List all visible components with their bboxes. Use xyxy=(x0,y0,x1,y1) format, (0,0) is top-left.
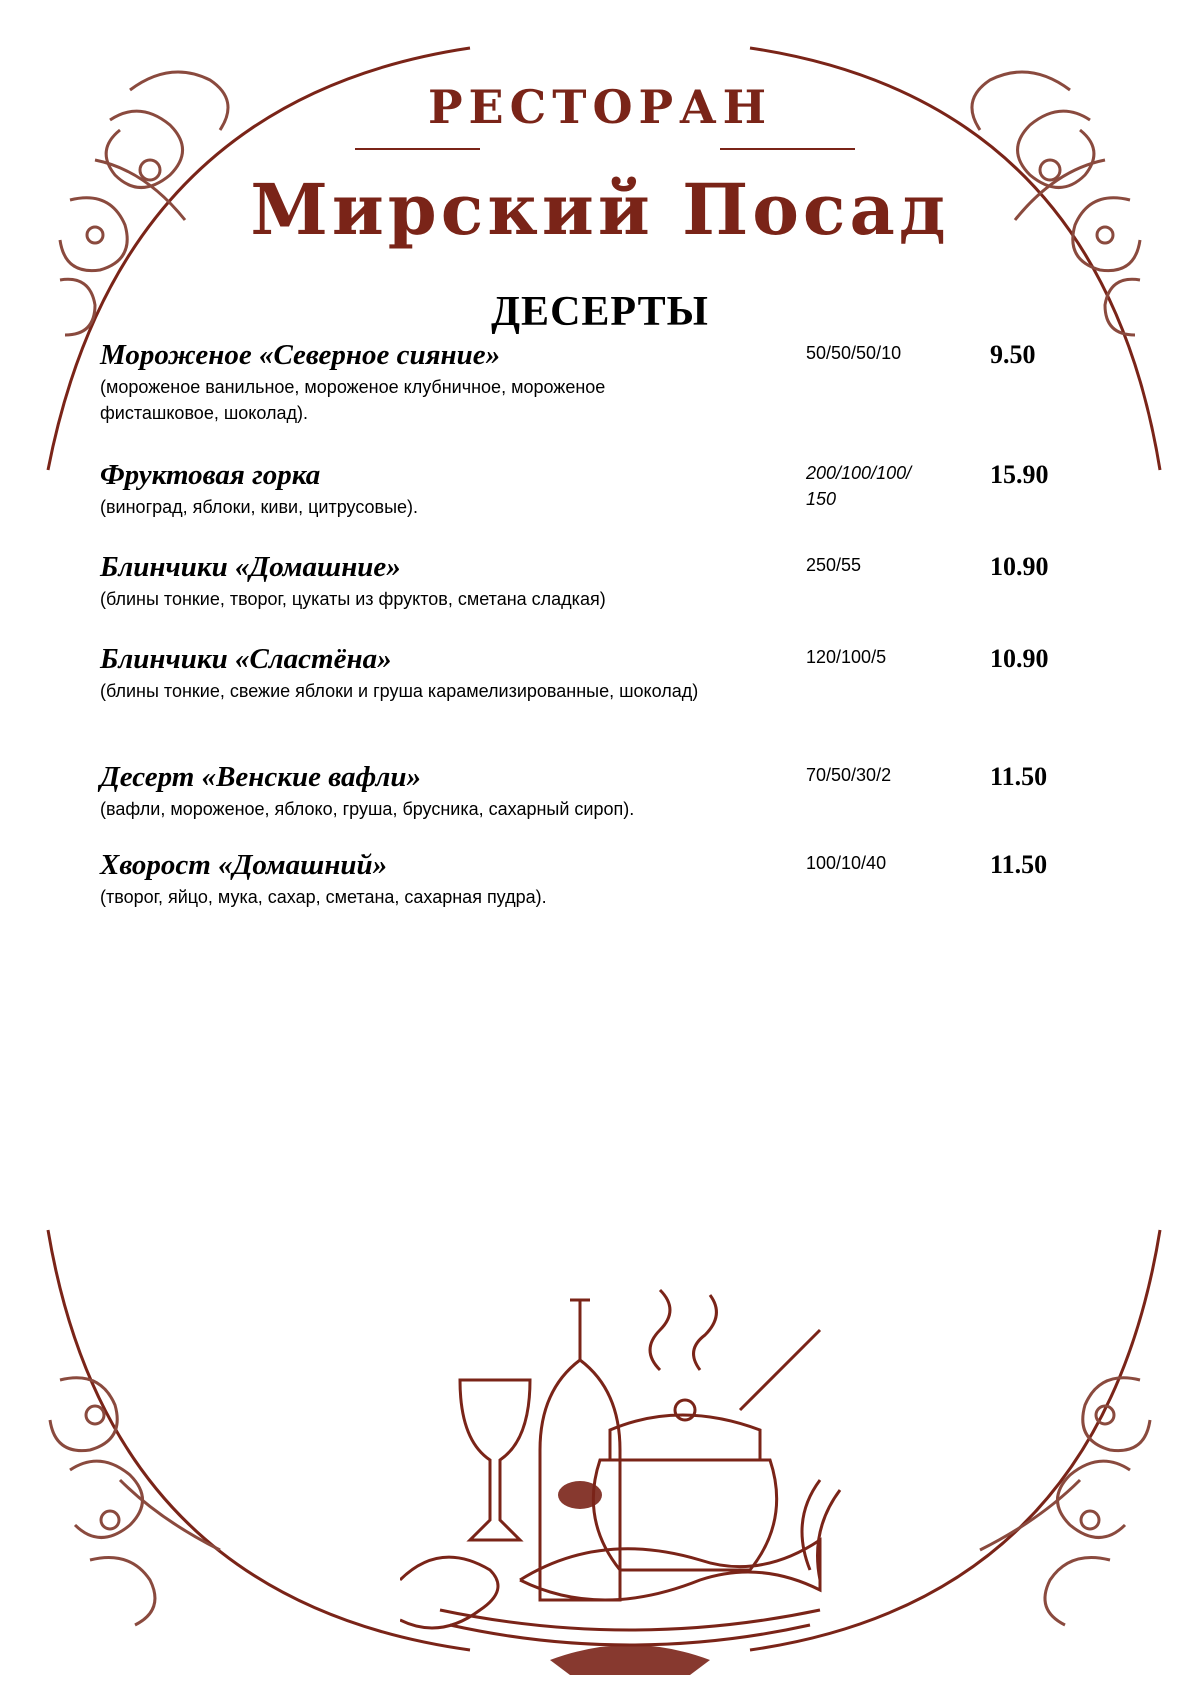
menu-item xyxy=(100,338,1080,458)
item-price: 11.50 xyxy=(990,762,1048,791)
item-description: (мороженое ванильное, мороженое клубничное, мороженое фисташковое, шоколад). xyxy=(100,377,606,423)
item-name: Блинчики «Сластёна» xyxy=(100,643,392,675)
restaurant-logo-name: Мирский Посад xyxy=(250,168,950,251)
corner-ornament-bottom-right xyxy=(980,1378,1150,1625)
item-price: 15.90 xyxy=(990,460,1049,489)
item-weight: 200/100/100/ 150 xyxy=(806,463,912,509)
item-price: 10.90 xyxy=(990,552,1049,581)
item-description: (творог, яйцо, мука, сахар, сметана, сахарная пудра). xyxy=(100,887,547,907)
item-weight: 100/10/40 xyxy=(806,853,887,873)
menu-item xyxy=(100,760,1080,848)
brand-divider-lines xyxy=(0,148,1200,150)
item-description: (виноград, яблоки, киви, цитрусовые). xyxy=(100,497,419,517)
menu-item xyxy=(100,458,1080,550)
menu-item xyxy=(100,848,1080,928)
item-weight: 70/50/30/2 xyxy=(806,765,892,785)
item-name: Мороженое «Северное сияние» xyxy=(100,339,501,371)
item-price: 9.50 xyxy=(990,340,1036,369)
item-description: (блины тонкие, свежие яблоки и груша карамелизированные, шоколад) xyxy=(100,681,699,701)
menu-list xyxy=(100,338,1080,928)
menu-item xyxy=(100,642,1080,760)
item-name: Блинчики «Домашние» xyxy=(100,551,401,583)
corner-ornament-bottom-left xyxy=(50,1378,220,1625)
item-weight: 50/50/50/10 xyxy=(806,343,902,363)
menu-item xyxy=(100,550,1080,642)
brand-top-label: РЕСТОРАН xyxy=(427,80,773,134)
item-name: Десерт «Венские вафли» xyxy=(100,761,422,793)
item-price: 11.50 xyxy=(990,850,1048,879)
item-weight: 120/100/5 xyxy=(806,647,887,667)
item-weight: 250/55 xyxy=(806,555,862,575)
item-description: (вафли, мороженое, яблоко, груша, брусника, сахарный сироп). xyxy=(100,799,635,819)
item-name: Фруктовая горка xyxy=(100,459,321,491)
steam-icon xyxy=(650,1290,670,1370)
platter-icon xyxy=(440,1610,820,1630)
item-description: (блины тонкие, творог, цукаты из фруктов, сметана сладкая) xyxy=(100,589,606,609)
goblet-icon xyxy=(460,1380,530,1540)
food-still-life-illustration xyxy=(400,1280,860,1680)
section-title: ДЕСЕРТЫ xyxy=(491,289,709,335)
item-price: 10.90 xyxy=(990,644,1049,673)
item-name: Хворост «Домашний» xyxy=(100,849,388,881)
